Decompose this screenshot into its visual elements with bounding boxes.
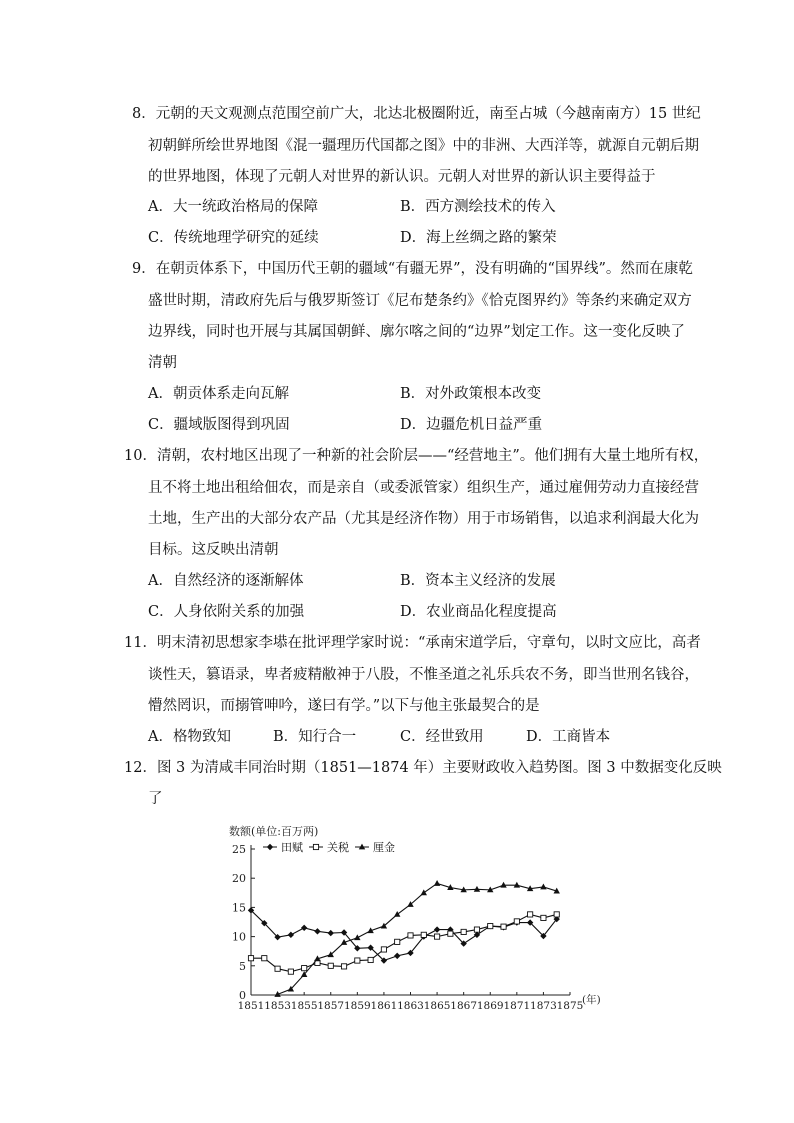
data-point <box>528 912 533 917</box>
q11-option-d: D．工商皆本 <box>526 729 611 745</box>
data-point <box>434 880 440 886</box>
q10-line-3: 土地，生产出的大部分农产品（尤其是经济作物）用于市场销售，以追求利润最大化为 <box>148 511 699 527</box>
q9-line-3: 边界线，同时也开展与其属国朝鲜、廓尔喀之间的“边界”划定工作。这一变化反映了 <box>148 324 685 340</box>
q11-option-b: B．知行合一 <box>273 729 357 745</box>
data-point <box>275 966 280 971</box>
q8-option-d: D．海上丝绸之路的繁荣 <box>400 230 557 246</box>
q11-line-2: 谈性天，篡语录，卑者疲精敝神于八股，不惟圣道之礼乐兵农不务，即当世刑名钱谷， <box>148 667 699 683</box>
q10-option-c: C．人身依附关系的加强 <box>148 604 305 620</box>
chart-series <box>248 880 560 997</box>
q9-line-4: 清朝 <box>148 355 177 371</box>
q10-option-b: B．资本主义经济的发展 <box>400 573 556 589</box>
chart-legend <box>263 840 395 854</box>
q10-line-4: 目标。这反映出清朝 <box>148 542 279 558</box>
x-tick-label: 1863 <box>397 1000 424 1012</box>
legend-label: 田赋 <box>281 841 303 854</box>
x-tick-label: 1861 <box>370 1000 398 1012</box>
x-tick-label: 1871 <box>503 1000 531 1012</box>
x-tick-label: 1853 <box>264 1000 291 1012</box>
x-tick-label: 1865 <box>423 1000 451 1012</box>
x-tick-label: 1859 <box>343 1000 371 1012</box>
y-tick-label: 25 <box>232 843 246 856</box>
data-point <box>288 932 294 938</box>
legend-label: 厘金 <box>373 841 395 854</box>
series-line <box>251 914 557 971</box>
q8-line-2: 初朝鲜所绘世界地图《混一疆理历代国都之图》中的非洲、大西洋等，就源自元朝后期 <box>148 138 699 154</box>
q9-option-a: A．朝贡体系走向瓦解 <box>148 386 289 402</box>
fiscal-revenue-line-chart <box>225 820 615 1015</box>
y-tick-label: 5 <box>239 959 246 973</box>
series-2 <box>274 880 560 997</box>
q9-option-d: D．边疆危机日益严重 <box>400 417 543 433</box>
q8-line-3: 的世界地图，体现了元朝人对世界的新认识。元朝人对世界的新认识主要得益于 <box>148 169 656 185</box>
q8-option-c: C．传统地理学研究的延续 <box>148 230 319 246</box>
data-point <box>394 953 400 959</box>
series-1 <box>248 912 559 974</box>
legend-marker <box>267 844 273 850</box>
q10-option-d: D．农业商品化程度提高 <box>400 604 557 620</box>
q11-line-1: 11．明末清初思想家李塨在批评理学家时说：“承南宋道学后，守章句，以时文应比，高者 <box>124 635 701 651</box>
x-tick-label: 1857 <box>317 1000 345 1012</box>
data-point <box>288 969 293 974</box>
series-0 <box>248 907 560 964</box>
q9-option-c: C．疆域版图得到巩固 <box>148 417 290 433</box>
q9-line-1: 9．在朝贡体系下，中国历代王朝的疆域“有疆无界”，没有明确的“国界线”。然而在康乾 <box>132 261 693 277</box>
x-tick-label: 1873 <box>530 1000 557 1012</box>
data-point <box>448 931 453 936</box>
data-point <box>554 912 559 917</box>
x-tick-label: 1869 <box>476 1000 504 1012</box>
data-point <box>540 884 546 890</box>
x-tick-label: 1875 <box>556 1000 584 1012</box>
y-axis-label: 数额(单位:百万两) <box>229 825 319 838</box>
data-point <box>301 925 307 931</box>
y-tick-label: 15 <box>232 901 246 915</box>
data-point <box>421 889 427 895</box>
q11-line-3: 懵然罔识，而搦管呻吟，遂曰有学。”以下与他主张最契合的是 <box>148 698 540 714</box>
y-tick-label: 10 <box>232 930 246 944</box>
q8-option-b: B．西方测绘技术的传入 <box>400 199 556 215</box>
x-tick-label: 1867 <box>450 1000 478 1012</box>
q12-line-2: 了 <box>148 791 163 807</box>
data-point <box>262 956 267 961</box>
data-point <box>314 928 320 934</box>
data-point <box>408 933 413 938</box>
y-tick-label: 20 <box>232 872 246 886</box>
x-axis-label: (年) <box>582 994 601 1006</box>
legend-marker <box>313 844 318 849</box>
series-line <box>251 910 557 960</box>
data-point <box>514 919 519 924</box>
q8-line-1: 8．元朝的天文观测点范围空前广大，北达北极圈附近，南至占城（今越南南方）15 世纪 <box>132 106 701 122</box>
data-point <box>368 957 373 962</box>
data-point <box>421 932 426 937</box>
data-point <box>461 929 466 934</box>
data-point <box>355 958 360 963</box>
q10-option-a: A．自然经济的逐渐解体 <box>148 573 304 589</box>
x-tick-label: 1851 <box>237 1000 265 1012</box>
data-point <box>488 923 493 928</box>
q9-option-b: B．对外政策根本改变 <box>400 386 542 402</box>
data-point <box>474 886 480 892</box>
data-point <box>328 963 333 968</box>
data-point <box>328 930 334 936</box>
data-point <box>381 947 386 952</box>
data-point <box>541 915 546 920</box>
q11-option-c: C．经世致用 <box>400 729 484 745</box>
data-point <box>341 964 346 969</box>
data-point <box>434 934 439 939</box>
q12-line-1: 12．图 3 为清咸丰同治时期（1851—1874 年）主要财政收入趋势图。图 3 中数据变化反映 <box>124 760 722 776</box>
data-point <box>501 924 506 929</box>
x-tick-label: 1855 <box>290 1000 318 1012</box>
q11-option-a: A．格物致知 <box>148 729 231 745</box>
legend-label: 关税 <box>327 841 349 854</box>
data-point <box>474 927 479 932</box>
q10-line-1: 10．清朝，农村地区出现了一种新的社会阶层——“经营地主”。他们拥有大量土地所有权， <box>124 448 709 464</box>
q10-line-2: 且不将土地出租给佃农，而是亲自（或委派管家）组织生产，通过雇佣劳动力直接经营 <box>148 480 699 496</box>
data-point <box>434 926 440 932</box>
series-line <box>278 883 557 994</box>
q9-line-2: 盛世时期，清政府先后与俄罗斯签订《尼布楚条约》《恰克图界约》等条约来确定双方 <box>148 293 692 309</box>
data-point <box>354 934 360 940</box>
data-point <box>395 939 400 944</box>
data-point <box>302 966 307 971</box>
y-tick-label: 0 <box>239 989 246 1002</box>
data-point <box>394 911 400 917</box>
q8-option-a: A．大一统政治格局的保障 <box>148 199 318 215</box>
data-point <box>248 956 253 961</box>
